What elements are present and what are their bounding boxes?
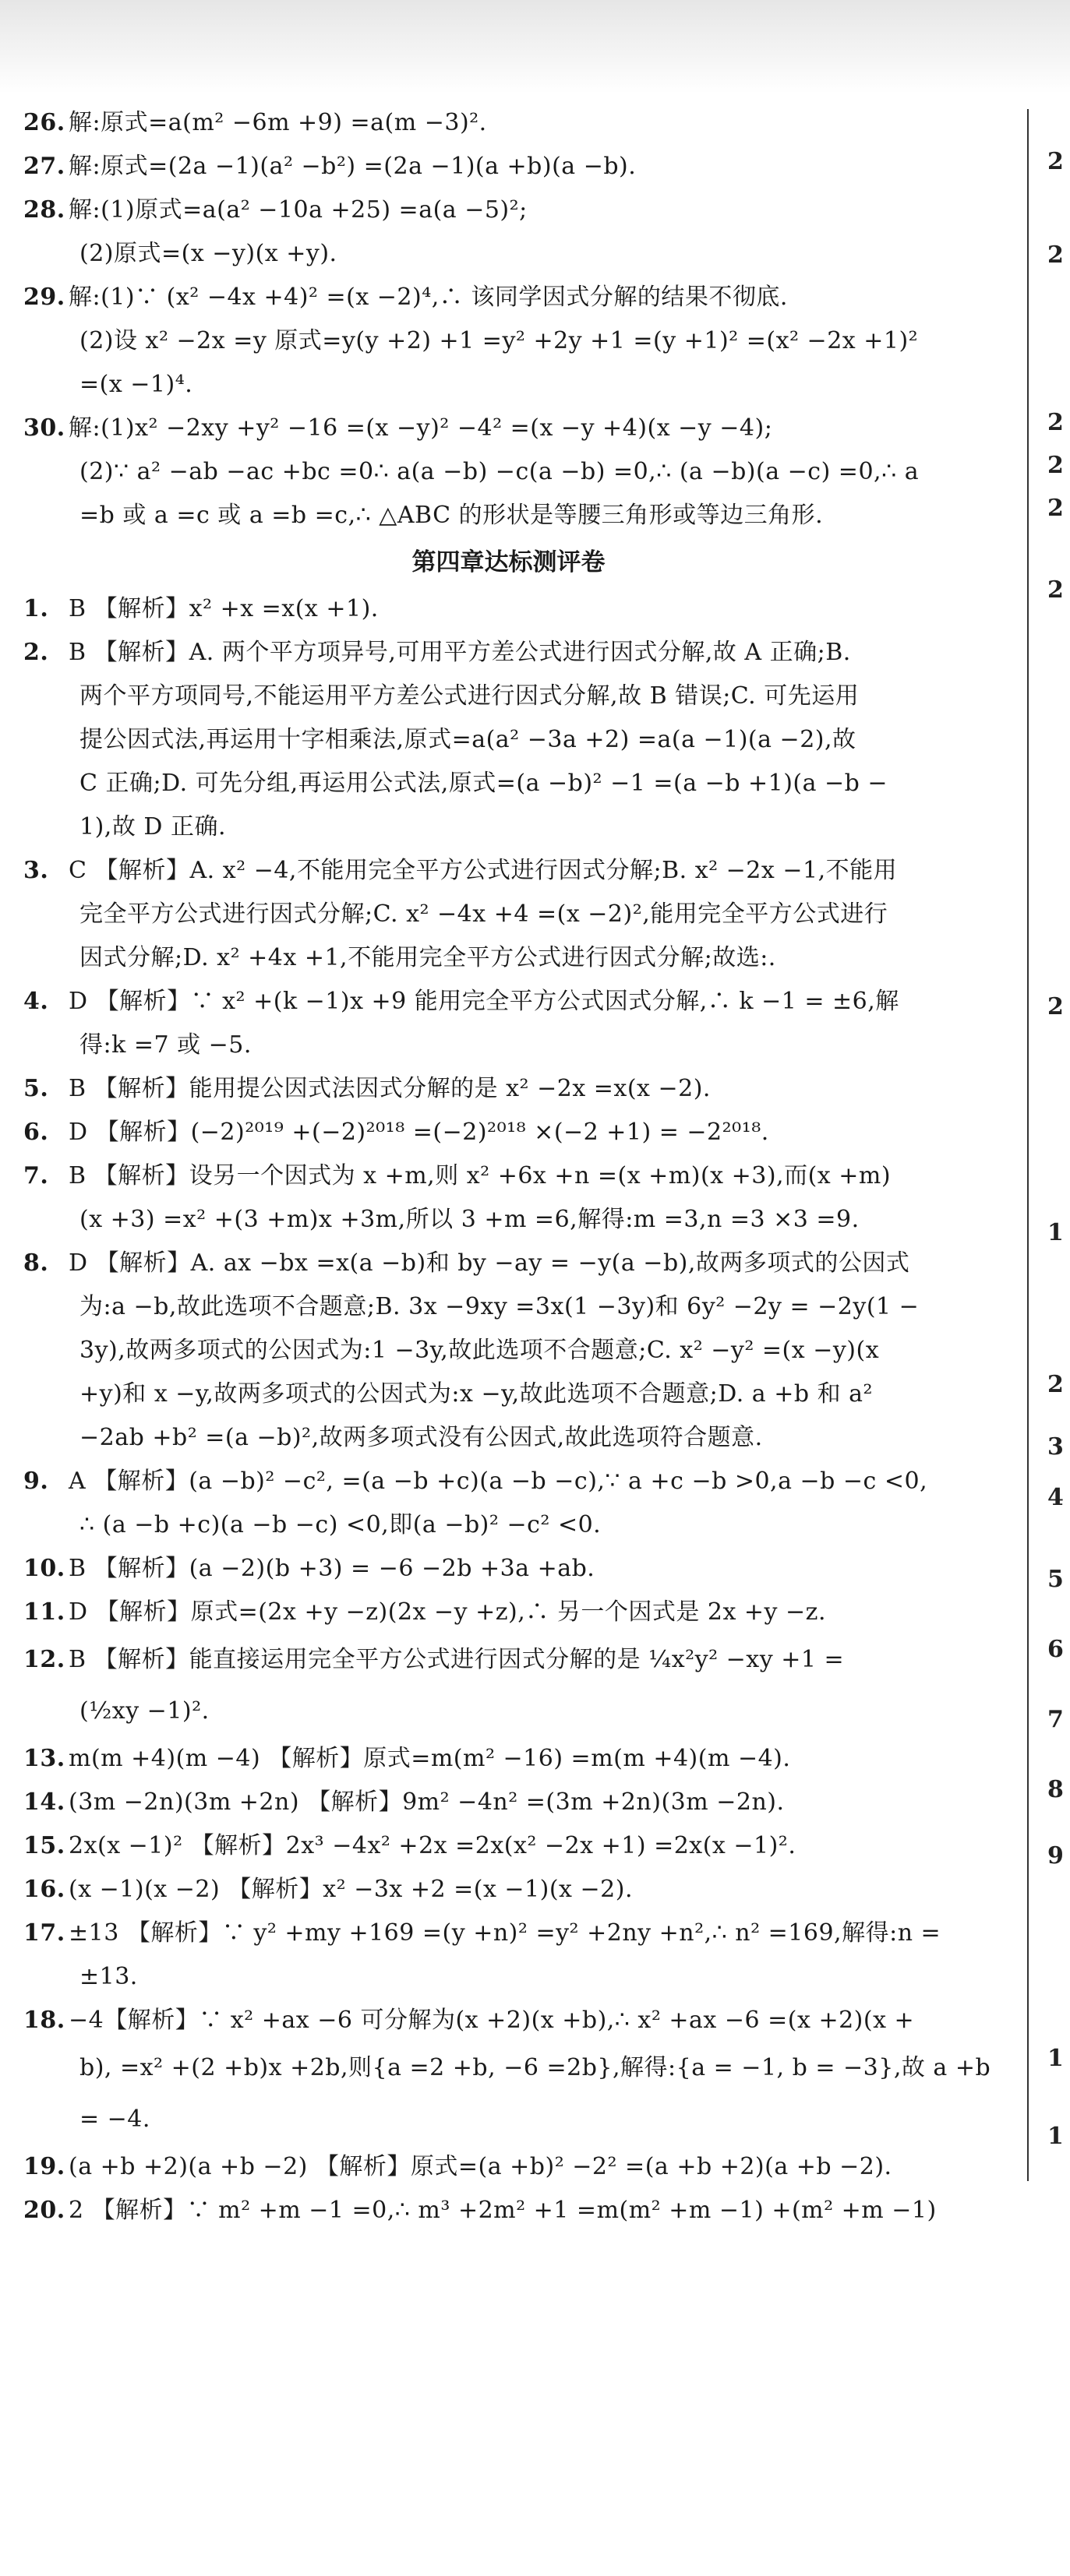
answer-2d: C 正确;D. 可先分组,再运用公式法,原式=(a −b)² −1 =(a −b +1)(a −b − bbox=[79, 770, 888, 797]
answer-line-26: 26. 解:原式=a(m² −6m +9) =a(m −3)². bbox=[23, 109, 487, 136]
answer-4: 4. D 【解析】∵ x² +(k −1)x +9 能用完全平方公式因式分解,∴ k −1 = ±6,解 bbox=[23, 988, 899, 1015]
sidebar-label: 2 bbox=[1047, 495, 1064, 522]
answer-15: 15. 2x(x −1)² 【解析】2x³ −4x² +2x =2x(x² −2x +1) =2x(x −1)². bbox=[23, 1832, 796, 1859]
answer-8c: 3y),故两多项式的公因式为:1 −3y,故此选项不合题意;C. x² −y² =(x −y)(x bbox=[79, 1337, 880, 1364]
section-title: 第四章达标测评卷 bbox=[411, 548, 606, 576]
sidebar-label: 8 bbox=[1047, 1776, 1064, 1803]
sidebar-label: 2 bbox=[1047, 148, 1064, 175]
answer-line-28b: (2)原式=(x −y)(x +y). bbox=[79, 240, 337, 267]
answer-line-29b: (2)设 x² −2x =y 原式=y(y +2) +1 =y² +2y +1 =(y +1)² =(x² −2x +1)² bbox=[79, 327, 919, 354]
answer-2c: 提公因式法,再运用十字相乘法,原式=a(a² −3a +2) =a(a −1)(a −2),故 bbox=[79, 726, 856, 753]
sidebar-label: 1 bbox=[1047, 2123, 1064, 2150]
answer-5: 5. B 【解析】能用提公因式法因式分解的是 x² −2x =x(x −2). bbox=[23, 1075, 711, 1102]
answer-17b: ±13. bbox=[79, 1963, 138, 1990]
answer-13: 13. m(m +4)(m −4) 【解析】原式=m(m² −16) =m(m +4)(m −4). bbox=[23, 1745, 791, 1772]
answer-11: 11. D 【解析】原式=(2x +y −z)(2x −y +z),∴ 另一个因式是 2x +y −z. bbox=[23, 1598, 827, 1626]
answer-12: 12. B 【解析】能直接运用完全平方公式进行因式分解的是 ¼x²y² −xy +1 = bbox=[23, 1646, 845, 1673]
answer-7b: (x +3) =x² +(3 +m)x +3m,所以 3 +m =6,解得:m =3,n =3 ×3 =9. bbox=[79, 1206, 860, 1233]
answer-8: 8. D 【解析】A. ax −bx =x(a −b)和 by −ay = −y(a −b),故两多项式的公因式 bbox=[23, 1249, 910, 1277]
answer-3b: 完全平方公式进行因式分解;C. x² −4x +4 =(x −2)²,能用完全平方公式进行 bbox=[79, 900, 888, 928]
answer-18: 18. −4【解析】∵ x² +ax −6 可分解为(x +2)(x +b),∴ x² +ax −6 =(x +2)(x + bbox=[23, 2007, 915, 2034]
answer-7: 7. B 【解析】设另一个因式为 x +m,则 x² +6x +n =(x +m)(x +3),而(x +m) bbox=[23, 1162, 892, 1189]
answer-8e: −2ab +b² =(a −b)²,故两多项式没有公因式,故此选项符合题意. bbox=[79, 1424, 763, 1451]
answer-14: 14. (3m −2n)(3m +2n) 【解析】9m² −4n² =(3m +2n)(3m −2n). bbox=[23, 1788, 785, 1816]
answer-3c: 因式分解;D. x² +4x +1,不能用完全平方公式进行因式分解;故选:. bbox=[79, 944, 776, 971]
sidebar-label: 2 bbox=[1047, 452, 1064, 479]
sidebar-label: 2 bbox=[1047, 409, 1064, 436]
sidebar-label: 4 bbox=[1047, 1484, 1064, 1511]
answer-18b: b), =x² +(2 +b)x +2b,则{a =2 +b, −6 =2b},解得:{a = −1, b = −3},故 a +b = −4. bbox=[79, 2054, 999, 2133]
answer-line-29c: =(x −1)⁴. bbox=[79, 371, 193, 398]
answer-9b: ∴ (a −b +c)(a −b −c) <0,即(a −b)² −c² <0. bbox=[79, 1511, 602, 1538]
sidebar-label: 1 bbox=[1047, 2045, 1064, 2072]
answer-line-30: 30. 解:(1)x² −2xy +y² −16 =(x −y)² −4² =(x −y +4)(x −y −4); bbox=[23, 414, 773, 442]
answer-17: 17. ±13 【解析】∵ y² +my +169 =(y +n)² =y² +2ny +n²,∴ n² =169,解得:n = bbox=[23, 1919, 941, 1947]
sidebar-label: 2 bbox=[1047, 1371, 1064, 1398]
answer-4b: 得:k =7 或 −5. bbox=[79, 1031, 252, 1059]
sidebar-label: 7 bbox=[1047, 1706, 1064, 1733]
answer-column bbox=[23, 101, 999, 2232]
page-top-shade bbox=[0, 0, 1070, 93]
sidebar-label: 9 bbox=[1047, 1842, 1064, 1869]
sidebar-label: 3 bbox=[1047, 1433, 1064, 1461]
answer-10: 10. B 【解析】(a −2)(b +3) = −6 −2b +3a +ab. bbox=[23, 1555, 595, 1582]
answer-1: 1. B 【解析】x² +x =x(x +1). bbox=[23, 595, 379, 622]
answer-12b: (½xy −1)². bbox=[79, 1697, 210, 1725]
sidebar-label: 1 bbox=[1047, 1219, 1064, 1246]
answer-2: 2. B 【解析】A. 两个平方项异号,可用平方差公式进行因式分解,故 A 正确;B. bbox=[23, 639, 851, 666]
answer-line-30c: =b 或 a =c 或 a =b =c,∴ △ABC 的形状是等腰三角形或等边三角形. bbox=[79, 502, 824, 529]
answer-20: 20. 2 【解析】∵ m² +m −1 =0,∴ m³ +2m² +1 =m(m² +m −1) +(m² +m −1) bbox=[23, 2197, 937, 2224]
answer-19: 19. (a +b +2)(a +b −2) 【解析】原式=(a +b)² −2² =(a +b +2)(a +b −2). bbox=[23, 2153, 892, 2180]
sidebar-label: 2 bbox=[1047, 241, 1064, 269]
column-divider bbox=[1027, 109, 1029, 2181]
sidebar-label: 2 bbox=[1047, 993, 1064, 1020]
answer-line-30b: (2)∵ a² −ab −ac +bc =0∴ a(a −b) −c(a −b) =0,∴ (a −b)(a −c) =0,∴ a bbox=[79, 458, 920, 485]
answer-16: 16. (x −1)(x −2) 【解析】x² −3x +2 =(x −1)(x −2). bbox=[23, 1876, 633, 1903]
sidebar-label: 2 bbox=[1047, 576, 1064, 604]
answer-2b: 两个平方项同号,不能运用平方差公式进行因式分解,故 B 错误;C. 可先运用 bbox=[79, 682, 860, 710]
answer-line-29: 29. 解:(1)∵ (x² −4x +4)² =(x −2)⁴,∴ 该同学因式分解的结果不彻底. bbox=[23, 284, 788, 311]
sidebar-label: 5 bbox=[1047, 1566, 1064, 1593]
answer-line-27: 27. 解:原式=(2a −1)(a² −b²) =(2a −1)(a +b)(a −b). bbox=[23, 153, 637, 180]
answer-8d: +y)和 x −y,故两多项式的公因式为:x −y,故此选项不合题意;D. a +b 和 a² bbox=[79, 1380, 874, 1408]
right-column-stub bbox=[1041, 0, 1070, 2576]
answer-8b: 为:a −b,故此选项不合题意;B. 3x −9xy =3x(1 −3y)和 6y² −2y = −2y(1 − bbox=[79, 1293, 920, 1320]
answer-2e: 1),故 D 正确. bbox=[79, 813, 226, 840]
answer-line-28: 28. 解:(1)原式=a(a² −10a +25) =a(a −5)²; bbox=[23, 196, 528, 224]
answer-3: 3. C 【解析】A. x² −4,不能用完全平方公式进行因式分解;B. x² −2x −1,不能用 bbox=[23, 857, 898, 884]
sidebar-label: 6 bbox=[1047, 1636, 1064, 1663]
answer-9: 9. A 【解析】(a −b)² −c², =(a −b +c)(a −b −c),∵ a +c −b >0,a −b −c <0, bbox=[23, 1468, 928, 1495]
answer-6: 6. D 【解析】(−2)²⁰¹⁹ +(−2)²⁰¹⁸ =(−2)²⁰¹⁸ ×(−2 +1) = −2²⁰¹⁸. bbox=[23, 1119, 769, 1146]
